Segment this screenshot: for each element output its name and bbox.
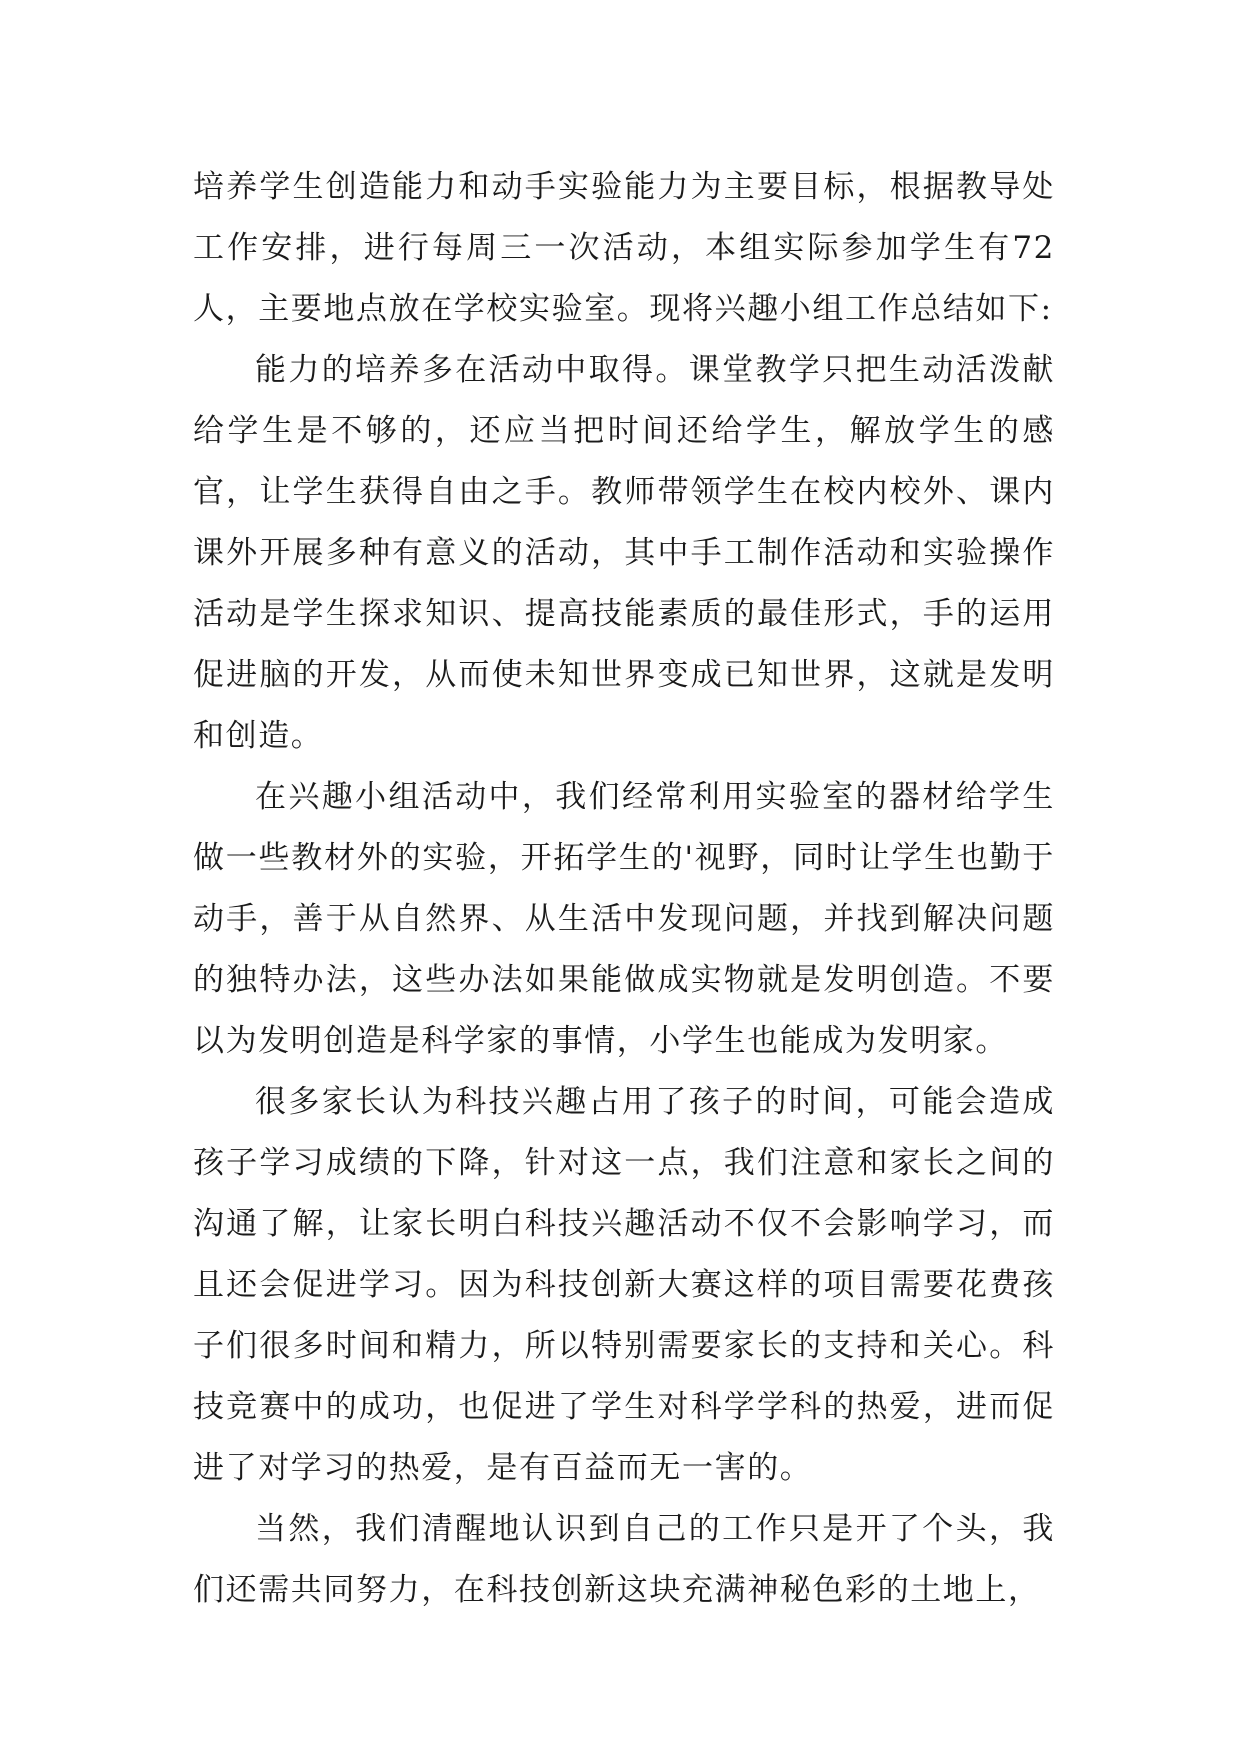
document-body [193,157,1055,1621]
paragraph-3: 在兴趣小组活动中，我们经常利用实验室的器材给学生做一些教材外的实验，开拓学生的'视野，同时让学生也勤于动手，善于从自然界、从生活中发现问题，并找到解决问题的独特办法，这些办法如果能做成实物就是发明创造。不要以为发明创造是科学家的事情，小学生也能成为发明家。 [193,779,1055,1059]
paragraph-5: 当然，我们清醒地认识到自己的工作只是开了个头，我们还需共同努力，在科技创新这块充满神秘色彩的土地上， [193,1511,1055,1608]
paragraph-2: 能力的培养多在活动中取得。课堂教学只把生动活泼献给学生是不够的，还应当把时间还给学生，解放学生的感官，让学生获得自由之手。教师带领学生在校内校外、课内课外开展多种有意义的活动，其中手工制作活动和实验操作活动是学生探求知识、提高技能素质的最佳形式，手的运用促进脑的开发，从而使未知世界变成已知世界，这就是发明和创造。 [193,352,1055,754]
paragraph-4: 很多家长认为科技兴趣占用了孩子的时间，可能会造成孩子学习成绩的下降，针对这一点，我们注意和家长之间的沟通了解，让家长明白科技兴趣活动不仅不会影响学习，而且还会促进学习。因为科技创新大赛这样的项目需要花费孩子们很多时间和精力，所以特别需要家长的支持和关心。科技竞赛中的成功，也促进了学生对科学学科的热爱，进而促进了对学习的热爱，是有百益而无一害的。 [193,1084,1055,1486]
paragraph-1: 培养学生创造能力和动手实验能力为主要目标，根据教导处工作安排，进行每周三一次活动，本组实际参加学生有72人，主要地点放在学校实验室。现将兴趣小组工作总结如下: [193,169,1055,327]
